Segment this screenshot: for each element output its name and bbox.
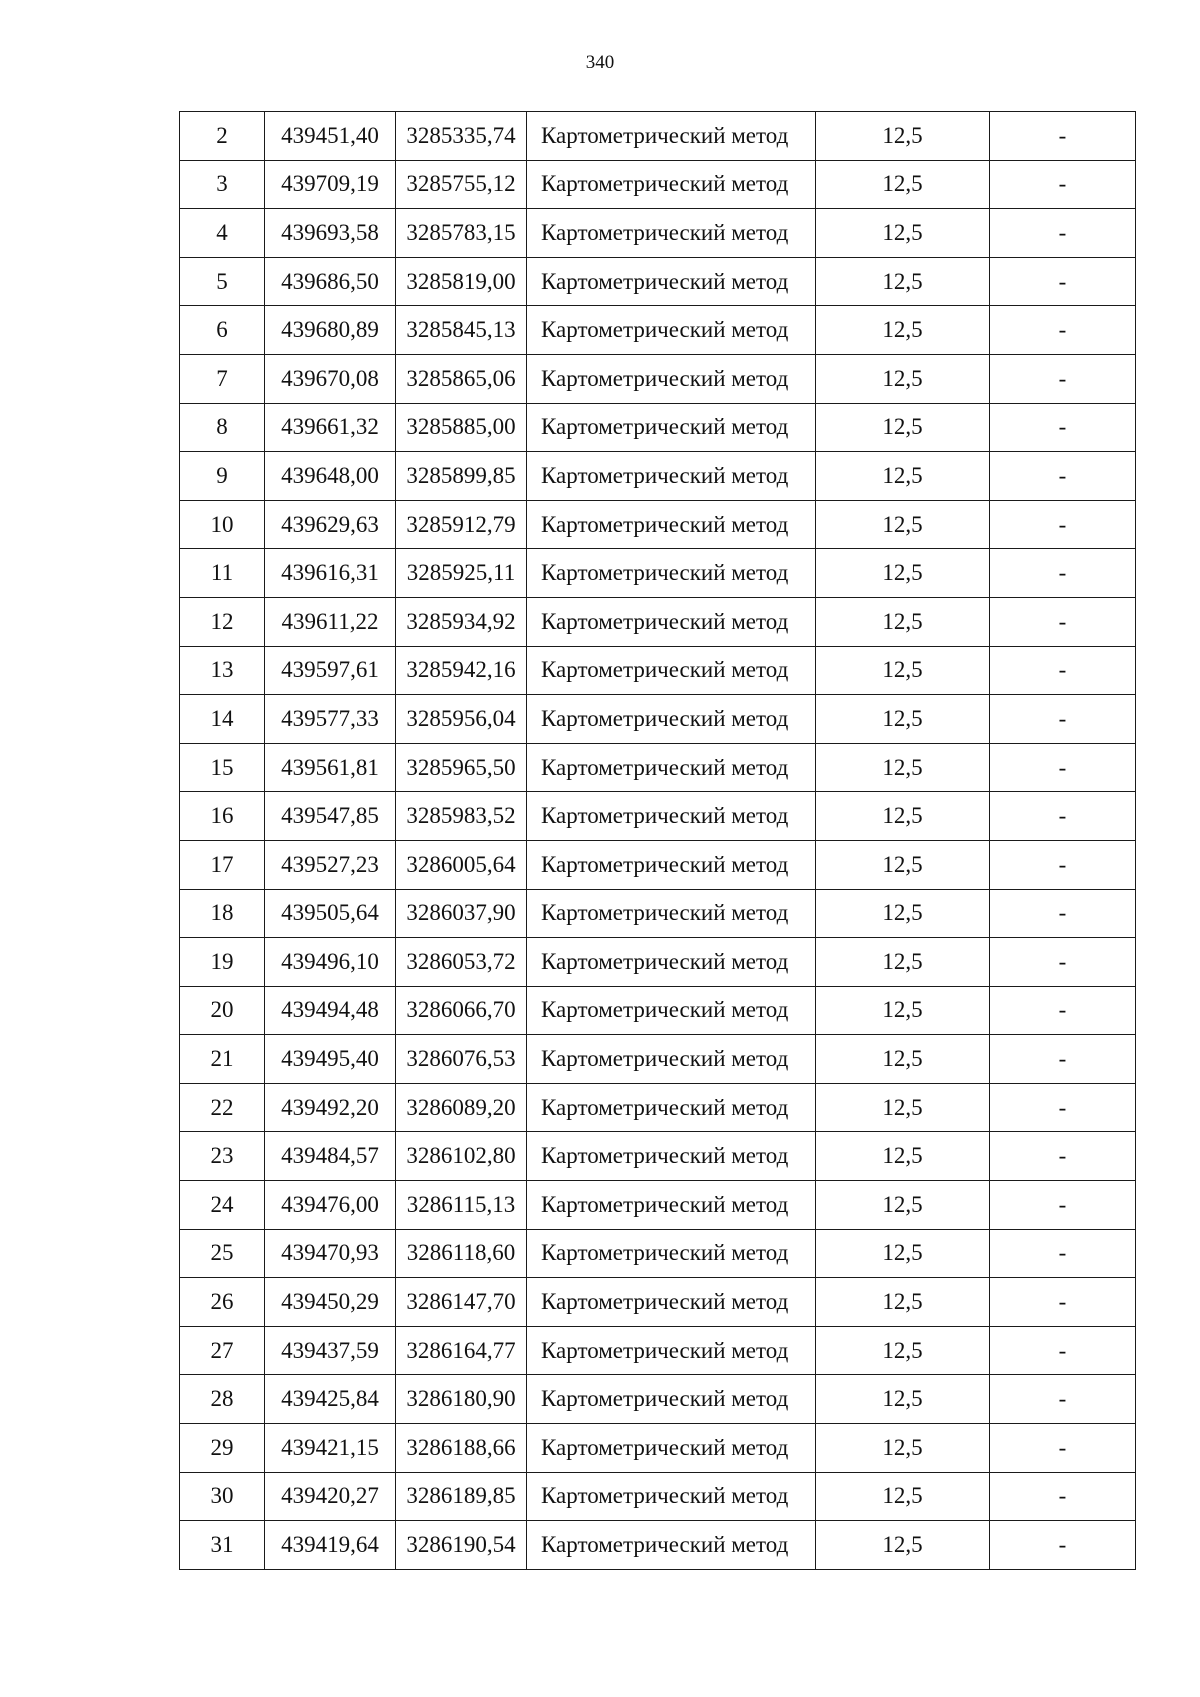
x-coordinate-cell: 439597,61: [265, 646, 396, 695]
extra-cell: -: [990, 1181, 1136, 1230]
point-number-cell: 20: [180, 986, 265, 1035]
y-coordinate-cell: 3285783,15: [396, 209, 527, 258]
x-coordinate-cell: 439611,22: [265, 597, 396, 646]
point-number-cell: 3: [180, 160, 265, 209]
table-row: [180, 792, 1136, 841]
x-coordinate-cell: 439629,63: [265, 500, 396, 549]
method-cell: Картометрический метод: [527, 1083, 816, 1132]
table-row: [180, 1472, 1136, 1521]
point-number-cell: 11: [180, 549, 265, 598]
y-coordinate-cell: 3286066,70: [396, 986, 527, 1035]
method-cell: Картометрический метод: [527, 743, 816, 792]
method-cell: Картометрический метод: [527, 160, 816, 209]
y-coordinate-cell: 3286189,85: [396, 1472, 527, 1521]
x-coordinate-cell: 439577,33: [265, 695, 396, 744]
point-number-cell: 29: [180, 1424, 265, 1473]
y-coordinate-cell: 3286164,77: [396, 1326, 527, 1375]
point-number-cell: 15: [180, 743, 265, 792]
accuracy-cell: 12,5: [816, 743, 990, 792]
x-coordinate-cell: 439505,64: [265, 889, 396, 938]
extra-cell: -: [990, 695, 1136, 744]
y-coordinate-cell: 3286076,53: [396, 1035, 527, 1084]
y-coordinate-cell: 3285934,92: [396, 597, 527, 646]
method-cell: Картометрический метод: [527, 306, 816, 355]
table-row: [180, 1132, 1136, 1181]
extra-cell: -: [990, 306, 1136, 355]
point-number-cell: 23: [180, 1132, 265, 1181]
table-row: [180, 160, 1136, 209]
method-cell: Картометрический метод: [527, 1521, 816, 1570]
x-coordinate-cell: 439709,19: [265, 160, 396, 209]
y-coordinate-cell: 3286102,80: [396, 1132, 527, 1181]
point-number-cell: 18: [180, 889, 265, 938]
point-number-cell: 5: [180, 257, 265, 306]
coordinates-table: [179, 111, 1136, 1570]
method-cell: Картометрический метод: [527, 1132, 816, 1181]
extra-cell: -: [990, 403, 1136, 452]
accuracy-cell: 12,5: [816, 986, 990, 1035]
accuracy-cell: 12,5: [816, 1083, 990, 1132]
extra-cell: -: [990, 549, 1136, 598]
method-cell: Картометрический метод: [527, 1035, 816, 1084]
method-cell: Картометрический метод: [527, 1424, 816, 1473]
method-cell: Картометрический метод: [527, 1278, 816, 1327]
y-coordinate-cell: 3285755,12: [396, 160, 527, 209]
method-cell: Картометрический метод: [527, 1472, 816, 1521]
method-cell: Картометрический метод: [527, 889, 816, 938]
table-row: [180, 840, 1136, 889]
method-cell: Картометрический метод: [527, 695, 816, 744]
y-coordinate-cell: 3285819,00: [396, 257, 527, 306]
table-row: [180, 938, 1136, 987]
x-coordinate-cell: 439547,85: [265, 792, 396, 841]
method-cell: Картометрический метод: [527, 840, 816, 889]
x-coordinate-cell: 439419,64: [265, 1521, 396, 1570]
x-coordinate-cell: 439476,00: [265, 1181, 396, 1230]
x-coordinate-cell: 439686,50: [265, 257, 396, 306]
extra-cell: -: [990, 1375, 1136, 1424]
accuracy-cell: 12,5: [816, 840, 990, 889]
page-number: 340: [585, 52, 615, 73]
extra-cell: -: [990, 452, 1136, 501]
extra-cell: -: [990, 792, 1136, 841]
table-row: [180, 743, 1136, 792]
y-coordinate-cell: 3285942,16: [396, 646, 527, 695]
table-row: [180, 1326, 1136, 1375]
x-coordinate-cell: 439425,84: [265, 1375, 396, 1424]
point-number-cell: 19: [180, 938, 265, 987]
table-row: [180, 1375, 1136, 1424]
table-row: [180, 1521, 1136, 1570]
accuracy-cell: 12,5: [816, 1035, 990, 1084]
extra-cell: -: [990, 1278, 1136, 1327]
method-cell: Картометрический метод: [527, 1375, 816, 1424]
table-row: [180, 889, 1136, 938]
point-number-cell: 7: [180, 354, 265, 403]
extra-cell: -: [990, 1521, 1136, 1570]
y-coordinate-cell: 3285865,06: [396, 354, 527, 403]
accuracy-cell: 12,5: [816, 695, 990, 744]
table-row: [180, 452, 1136, 501]
table-row: [180, 1229, 1136, 1278]
accuracy-cell: 12,5: [816, 549, 990, 598]
accuracy-cell: 12,5: [816, 1181, 990, 1230]
x-coordinate-cell: 439484,57: [265, 1132, 396, 1181]
y-coordinate-cell: 3285983,52: [396, 792, 527, 841]
point-number-cell: 8: [180, 403, 265, 452]
y-coordinate-cell: 3285965,50: [396, 743, 527, 792]
method-cell: Картометрический метод: [527, 792, 816, 841]
point-number-cell: 25: [180, 1229, 265, 1278]
extra-cell: -: [990, 597, 1136, 646]
y-coordinate-cell: 3286037,90: [396, 889, 527, 938]
extra-cell: -: [990, 112, 1136, 161]
accuracy-cell: 12,5: [816, 1132, 990, 1181]
table-row: [180, 403, 1136, 452]
y-coordinate-cell: 3286188,66: [396, 1424, 527, 1473]
accuracy-cell: 12,5: [816, 646, 990, 695]
table-row: [180, 500, 1136, 549]
x-coordinate-cell: 439492,20: [265, 1083, 396, 1132]
y-coordinate-cell: 3286089,20: [396, 1083, 527, 1132]
accuracy-cell: 12,5: [816, 1424, 990, 1473]
y-coordinate-cell: 3285885,00: [396, 403, 527, 452]
table-row: [180, 306, 1136, 355]
extra-cell: -: [990, 209, 1136, 258]
point-number-cell: 22: [180, 1083, 265, 1132]
table-row: [180, 597, 1136, 646]
table-row: [180, 549, 1136, 598]
y-coordinate-cell: 3286118,60: [396, 1229, 527, 1278]
extra-cell: -: [990, 1083, 1136, 1132]
x-coordinate-cell: 439451,40: [265, 112, 396, 161]
method-cell: Картометрический метод: [527, 646, 816, 695]
y-coordinate-cell: 3286190,54: [396, 1521, 527, 1570]
accuracy-cell: 12,5: [816, 1278, 990, 1327]
extra-cell: -: [990, 1229, 1136, 1278]
extra-cell: -: [990, 354, 1136, 403]
x-coordinate-cell: 439670,08: [265, 354, 396, 403]
accuracy-cell: 12,5: [816, 938, 990, 987]
x-coordinate-cell: 439495,40: [265, 1035, 396, 1084]
point-number-cell: 24: [180, 1181, 265, 1230]
extra-cell: -: [990, 938, 1136, 987]
accuracy-cell: 12,5: [816, 209, 990, 258]
extra-cell: -: [990, 160, 1136, 209]
point-number-cell: 9: [180, 452, 265, 501]
accuracy-cell: 12,5: [816, 1229, 990, 1278]
method-cell: Картометрический метод: [527, 403, 816, 452]
extra-cell: -: [990, 1472, 1136, 1521]
accuracy-cell: 12,5: [816, 889, 990, 938]
accuracy-cell: 12,5: [816, 1375, 990, 1424]
table-row: [180, 257, 1136, 306]
point-number-cell: 13: [180, 646, 265, 695]
method-cell: Картометрический метод: [527, 597, 816, 646]
table-row: [180, 354, 1136, 403]
method-cell: Картометрический метод: [527, 500, 816, 549]
accuracy-cell: 12,5: [816, 306, 990, 355]
accuracy-cell: 12,5: [816, 354, 990, 403]
point-number-cell: 27: [180, 1326, 265, 1375]
table-row: [180, 1083, 1136, 1132]
method-cell: Картометрический метод: [527, 549, 816, 598]
y-coordinate-cell: 3285956,04: [396, 695, 527, 744]
point-number-cell: 2: [180, 112, 265, 161]
extra-cell: -: [990, 257, 1136, 306]
method-cell: Картометрический метод: [527, 1229, 816, 1278]
accuracy-cell: 12,5: [816, 112, 990, 161]
method-cell: Картометрический метод: [527, 1326, 816, 1375]
method-cell: Картометрический метод: [527, 452, 816, 501]
x-coordinate-cell: 439420,27: [265, 1472, 396, 1521]
extra-cell: -: [990, 1424, 1136, 1473]
extra-cell: -: [990, 840, 1136, 889]
accuracy-cell: 12,5: [816, 1326, 990, 1375]
point-number-cell: 28: [180, 1375, 265, 1424]
table-row: [180, 209, 1136, 258]
x-coordinate-cell: 439450,29: [265, 1278, 396, 1327]
point-number-cell: 21: [180, 1035, 265, 1084]
method-cell: Картометрический метод: [527, 1181, 816, 1230]
extra-cell: -: [990, 1035, 1136, 1084]
y-coordinate-cell: 3286147,70: [396, 1278, 527, 1327]
method-cell: Картометрический метод: [527, 986, 816, 1035]
method-cell: Картометрический метод: [527, 209, 816, 258]
point-number-cell: 30: [180, 1472, 265, 1521]
table-row: [180, 1278, 1136, 1327]
coordinates-table-body: [180, 112, 1136, 1570]
accuracy-cell: 12,5: [816, 597, 990, 646]
accuracy-cell: 12,5: [816, 160, 990, 209]
point-number-cell: 31: [180, 1521, 265, 1570]
accuracy-cell: 12,5: [816, 403, 990, 452]
x-coordinate-cell: 439421,15: [265, 1424, 396, 1473]
y-coordinate-cell: 3285845,13: [396, 306, 527, 355]
x-coordinate-cell: 439494,48: [265, 986, 396, 1035]
point-number-cell: 17: [180, 840, 265, 889]
x-coordinate-cell: 439496,10: [265, 938, 396, 987]
x-coordinate-cell: 439693,58: [265, 209, 396, 258]
x-coordinate-cell: 439616,31: [265, 549, 396, 598]
accuracy-cell: 12,5: [816, 257, 990, 306]
x-coordinate-cell: 439470,93: [265, 1229, 396, 1278]
point-number-cell: 16: [180, 792, 265, 841]
extra-cell: -: [990, 889, 1136, 938]
accuracy-cell: 12,5: [816, 1521, 990, 1570]
point-number-cell: 4: [180, 209, 265, 258]
x-coordinate-cell: 439680,89: [265, 306, 396, 355]
extra-cell: -: [990, 1326, 1136, 1375]
method-cell: Картометрический метод: [527, 112, 816, 161]
accuracy-cell: 12,5: [816, 500, 990, 549]
table-row: [180, 1424, 1136, 1473]
method-cell: Картометрический метод: [527, 938, 816, 987]
table-row: [180, 646, 1136, 695]
x-coordinate-cell: 439437,59: [265, 1326, 396, 1375]
extra-cell: -: [990, 646, 1136, 695]
extra-cell: -: [990, 986, 1136, 1035]
extra-cell: -: [990, 500, 1136, 549]
method-cell: Картометрический метод: [527, 354, 816, 403]
point-number-cell: 12: [180, 597, 265, 646]
y-coordinate-cell: 3286053,72: [396, 938, 527, 987]
y-coordinate-cell: 3285335,74: [396, 112, 527, 161]
y-coordinate-cell: 3285912,79: [396, 500, 527, 549]
y-coordinate-cell: 3286180,90: [396, 1375, 527, 1424]
table-row: [180, 695, 1136, 744]
accuracy-cell: 12,5: [816, 452, 990, 501]
y-coordinate-cell: 3285925,11: [396, 549, 527, 598]
point-number-cell: 6: [180, 306, 265, 355]
table-row: [180, 986, 1136, 1035]
table-row: [180, 1181, 1136, 1230]
accuracy-cell: 12,5: [816, 792, 990, 841]
extra-cell: -: [990, 743, 1136, 792]
y-coordinate-cell: 3285899,85: [396, 452, 527, 501]
point-number-cell: 10: [180, 500, 265, 549]
x-coordinate-cell: 439648,00: [265, 452, 396, 501]
y-coordinate-cell: 3286115,13: [396, 1181, 527, 1230]
extra-cell: -: [990, 1132, 1136, 1181]
point-number-cell: 14: [180, 695, 265, 744]
table-row: [180, 1035, 1136, 1084]
x-coordinate-cell: 439527,23: [265, 840, 396, 889]
x-coordinate-cell: 439661,32: [265, 403, 396, 452]
point-number-cell: 26: [180, 1278, 265, 1327]
method-cell: Картометрический метод: [527, 257, 816, 306]
y-coordinate-cell: 3286005,64: [396, 840, 527, 889]
table-row: [180, 112, 1136, 161]
x-coordinate-cell: 439561,81: [265, 743, 396, 792]
accuracy-cell: 12,5: [816, 1472, 990, 1521]
